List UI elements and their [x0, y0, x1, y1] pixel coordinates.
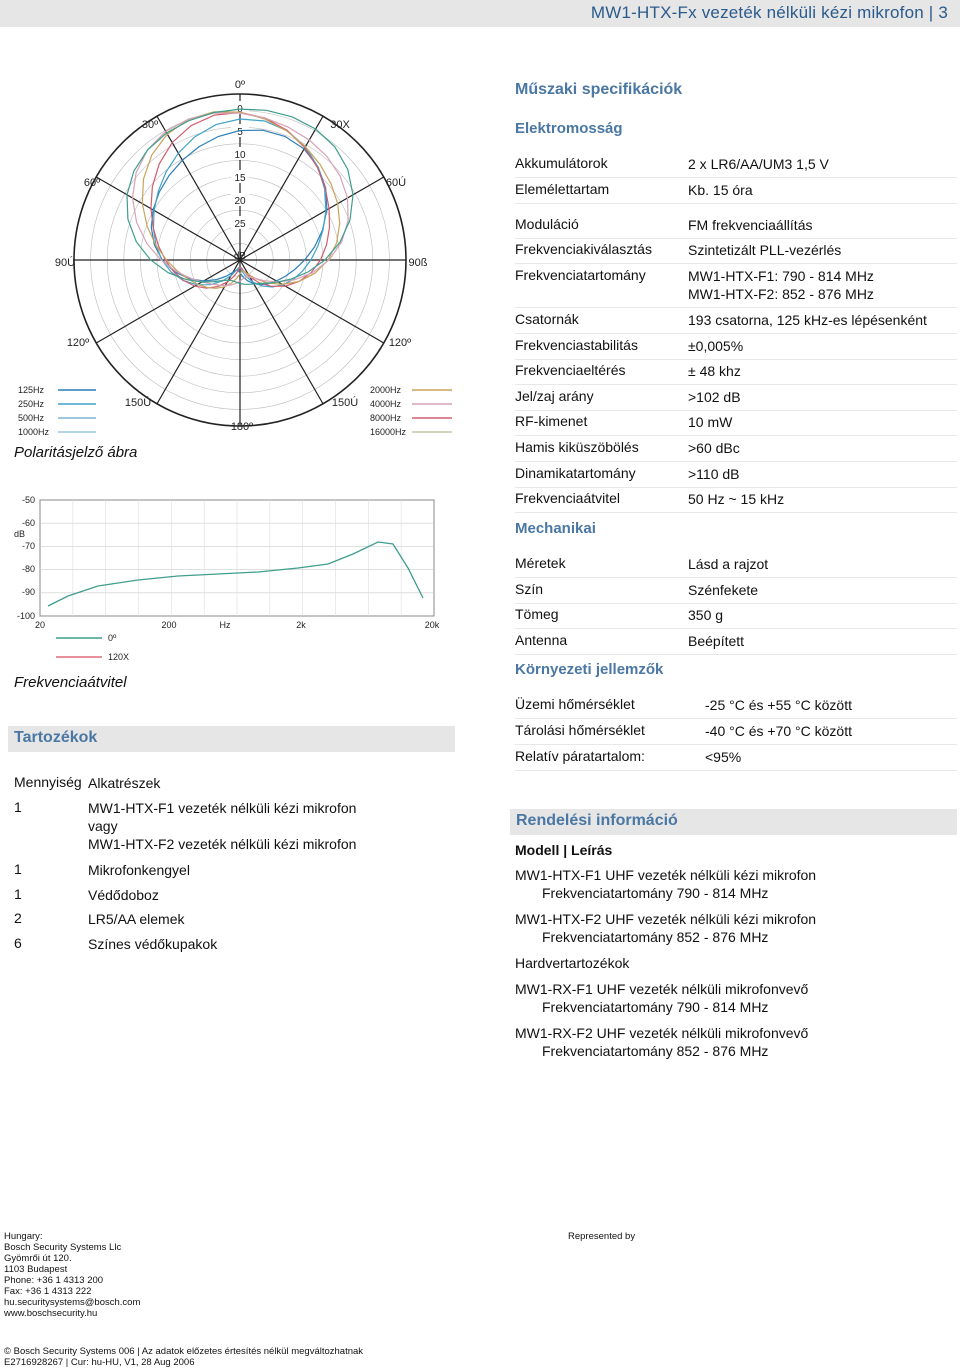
- spec-value: <95%: [705, 749, 742, 765]
- spec-row: [515, 748, 957, 771]
- spec-row: [515, 337, 957, 360]
- spec-value: >60 dBc: [688, 440, 740, 456]
- spec-key: Frekvenciaátvitel: [515, 490, 621, 506]
- order-item-desc: Frekvenciatartomány 790 - 814 MHz: [542, 999, 769, 1015]
- spec-key: RF-kimenet: [515, 413, 588, 429]
- scale-label: 10: [234, 150, 246, 161]
- x-tick-label: Hz: [219, 620, 231, 630]
- footer-copyright: © Bosch Security Systems 006 | Az adatok előzetes értesítés nélkül megváltozhatnak E2716928267 | Cur: hu-HU, V1, 28 Aug 2006: [4, 1346, 364, 1368]
- spec-value: ±0,005%: [688, 338, 744, 354]
- x-tick-label: 2k: [296, 620, 306, 630]
- accessory-part: Védődoboz: [88, 887, 159, 903]
- ordering-title: Rendelési információ: [516, 812, 678, 829]
- spec-value: MW1-HTX-F1: 790 - 814 MHz MW1-HTX-F2: 852 - 876 MHz: [688, 268, 874, 302]
- polar-spoke: [240, 177, 384, 260]
- accessory-qty: 1: [14, 886, 22, 902]
- y-tick-label: -90: [21, 587, 35, 597]
- spec-value: Szénfekete: [688, 582, 759, 598]
- spec-value: >102 dB: [688, 389, 741, 405]
- spec-key: Frekvenciaeltérés: [515, 362, 626, 378]
- spec-key: Akkumulátorok: [515, 155, 608, 171]
- spec-value: -40 °C és +70 °C között: [705, 723, 852, 739]
- angle-label: 120º: [388, 337, 412, 349]
- order-item: [515, 910, 816, 946]
- spec-row: [515, 581, 957, 604]
- accessories-qty-header: Mennyiség: [14, 774, 82, 790]
- spec-value: Szintetizált PLL-vezérlés: [688, 242, 842, 258]
- spec-row: [515, 490, 957, 513]
- spec-value: ± 48 khz: [688, 363, 741, 379]
- spec-value: Kb. 15 óra: [688, 182, 753, 198]
- spec-value: 50 Hz ~ 15 kHz: [688, 491, 785, 507]
- spec-key: Elemélettartam: [515, 181, 610, 197]
- spec-value: >110 dB: [688, 466, 740, 482]
- accessories-section-bar: [8, 726, 455, 752]
- ordering-section-bar: [510, 809, 957, 835]
- accessory-part: Mikrofonkengyel: [88, 862, 190, 878]
- electric-title: Elektromosság: [515, 120, 623, 137]
- frequency-diagram: [8, 488, 458, 673]
- order-item-model: MW1-RX-F1 UHF vezeték nélküli mikrofonvevő: [515, 981, 809, 997]
- spec-row: [515, 181, 957, 204]
- spec-row: [515, 241, 957, 264]
- spec-value: 350 g: [688, 607, 724, 623]
- freq-response-curve: [48, 542, 423, 606]
- order-item-desc: Frekvenciatartomány 852 - 876 MHz: [542, 929, 769, 945]
- y-unit-label: dB: [14, 529, 26, 539]
- spec-key: Üzemi hőmérséklet: [515, 696, 635, 712]
- spec-row: [515, 555, 957, 578]
- mech-title: Mechanikai: [515, 520, 596, 537]
- spec-row: [515, 155, 957, 178]
- spec-row: [515, 267, 957, 308]
- accessory-part: LR5/AA elemek: [88, 911, 185, 927]
- order-item-model: MW1-HTX-F1 UHF vezeték nélküli kézi mikrofon: [515, 867, 817, 883]
- spec-row: [515, 388, 957, 411]
- specs-title: Műszaki specifikációk: [515, 81, 683, 98]
- spec-key: Frekvenciatartomány: [515, 267, 646, 283]
- legend-label: 8000Hz: [370, 413, 402, 423]
- accessory-row: [14, 861, 414, 879]
- scale-label: 5: [237, 127, 243, 138]
- accessory-qty: 1: [14, 861, 22, 877]
- angle-label: 90Ú: [54, 257, 76, 269]
- spec-key: Dinamikatartomány: [515, 465, 636, 481]
- spec-key: Relatív páratartalom:: [515, 748, 645, 764]
- y-tick-label: -60: [21, 518, 35, 528]
- x-tick-label: 20k: [424, 620, 440, 630]
- y-tick-label: -100: [16, 611, 35, 621]
- angle-label: 60º: [83, 177, 101, 189]
- spec-key: Jel/zaj arány: [515, 388, 594, 404]
- accessory-row: [14, 799, 414, 855]
- angle-label: 30º: [141, 119, 159, 131]
- accessory-row: [14, 886, 414, 904]
- scale-unit-label: dB: [233, 251, 247, 262]
- spec-row: [515, 413, 957, 436]
- spec-value: 193 csatorna, 125 kHz-es lépésenként: [688, 312, 927, 328]
- spec-value: Beépített: [688, 633, 745, 649]
- angle-label: 90ß: [408, 257, 428, 269]
- accessory-qty: 1: [14, 799, 22, 815]
- y-tick-label: -50: [21, 495, 35, 505]
- x-tick-label: 20: [34, 620, 46, 630]
- order-item: [515, 866, 816, 902]
- angle-label: 150Ú: [124, 397, 152, 409]
- spec-value: 10 mW: [688, 414, 733, 430]
- legend-label: 4000Hz: [370, 399, 402, 409]
- accessories-title: Tartozékok: [14, 729, 98, 746]
- polar-diagram: [10, 80, 460, 440]
- legend-label: 1000Hz: [18, 427, 50, 437]
- spec-row: [515, 722, 957, 745]
- angle-label: 120º: [66, 337, 90, 349]
- accessory-part: Színes védőkupakok: [88, 936, 218, 952]
- spec-row: [515, 465, 957, 488]
- legend-label: 120X: [108, 652, 130, 662]
- order-item: [515, 1024, 808, 1060]
- hardware-accessories-title: Hardvertartozékok: [515, 955, 630, 971]
- accessory-qty: 6: [14, 935, 22, 951]
- spec-key: Tömeg: [515, 606, 559, 622]
- order-item: [515, 980, 808, 1016]
- angle-label: 150Ú: [331, 397, 359, 409]
- spec-row: [515, 362, 957, 385]
- footer-represented-by: Represented by: [568, 1231, 636, 1242]
- ordering-header: Modell | Leírás: [515, 842, 613, 858]
- order-item-desc: Frekvenciatartomány 852 - 876 MHz: [542, 1043, 769, 1059]
- angle-label: 30X: [330, 119, 350, 131]
- spec-row: [515, 632, 957, 655]
- scale-label: 0: [237, 104, 243, 115]
- angle-label: 60Ú: [385, 177, 407, 189]
- polar-caption: Polaritásjelző ábra: [14, 444, 138, 461]
- scale-label: 20: [234, 196, 246, 207]
- legend-label: 500Hz: [18, 413, 45, 423]
- spec-value: Lásd a rajzot: [688, 556, 769, 572]
- footer-address: Hungary: Bosch Security Systems Llc Gyömrői út 120. 1103 Budapest Phone: +36 1 4313 200 Fax: +36 1 4313 222 hu.securitysystems@bosch.com www.boschsecurity.hu: [4, 1231, 141, 1319]
- spec-value: 2 x LR6/AA/UM3 1,5 V: [688, 156, 829, 172]
- order-item-model: MW1-HTX-F2 UHF vezeték nélküli kézi mikrofon: [515, 911, 817, 927]
- y-tick-label: -80: [21, 564, 35, 574]
- polar-spoke: [240, 116, 323, 260]
- spec-value: -25 °C és +55 °C között: [705, 697, 852, 713]
- x-tick-label: 200: [161, 620, 177, 630]
- spec-key: Szín: [515, 581, 544, 597]
- spec-key: Méretek: [515, 555, 566, 571]
- spec-row: [515, 606, 957, 629]
- spec-key: Frekvenciastabilitás: [515, 337, 638, 353]
- spec-row: [515, 311, 957, 334]
- angle-label: 180º: [230, 421, 254, 433]
- scale-label: 15: [234, 173, 246, 184]
- angle-label: 0º: [234, 80, 246, 91]
- freq-caption: Frekvenciaátvitel: [14, 674, 127, 691]
- legend-label: 125Hz: [18, 385, 45, 395]
- order-item-model: MW1-RX-F2 UHF vezeték nélküli mikrofonvevő: [515, 1025, 809, 1041]
- spec-value: FM frekvenciaállítás: [688, 217, 813, 233]
- accessory-qty: 2: [14, 910, 22, 926]
- spec-row: [515, 216, 957, 239]
- accessory-row: [14, 935, 414, 953]
- spec-key: Csatornák: [515, 311, 579, 327]
- spec-key: Frekvenciakiválasztás: [515, 241, 652, 257]
- accessory-row: [14, 910, 414, 928]
- spec-key: Antenna: [515, 632, 568, 648]
- y-tick-label: -70: [21, 541, 35, 551]
- page-header: [0, 0, 960, 27]
- legend-label: 16000Hz: [370, 427, 407, 437]
- env-title: Környezeti jellemzők: [515, 661, 664, 678]
- order-item-desc: Frekvenciatartomány 790 - 814 MHz: [542, 885, 769, 901]
- polar-spoke: [157, 116, 240, 260]
- spec-row: [515, 696, 957, 719]
- spec-key: Moduláció: [515, 216, 579, 232]
- spec-key: Hamis kiküszöbölés: [515, 439, 639, 455]
- spec-row: [515, 439, 957, 462]
- spec-key: Tárolási hőmérséklet: [515, 722, 645, 738]
- polar-spoke: [96, 177, 240, 260]
- accessories-part-header: Alkatrészek: [88, 775, 161, 791]
- legend-label: 250Hz: [18, 399, 45, 409]
- legend-label: 0º: [108, 633, 117, 643]
- legend-label: 2000Hz: [370, 385, 402, 395]
- accessory-part: MW1-HTX-F1 vezeték nélküli kézi mikrofon vagy MW1-HTX-F2 vezeték nélküli kézi mikrofon: [88, 800, 357, 852]
- scale-label: 25: [234, 219, 246, 230]
- accessories-header: [14, 774, 314, 792]
- page-header-title: MW1-HTX-Fx vezeték nélküli kézi mikrofon | 3: [590, 3, 948, 22]
